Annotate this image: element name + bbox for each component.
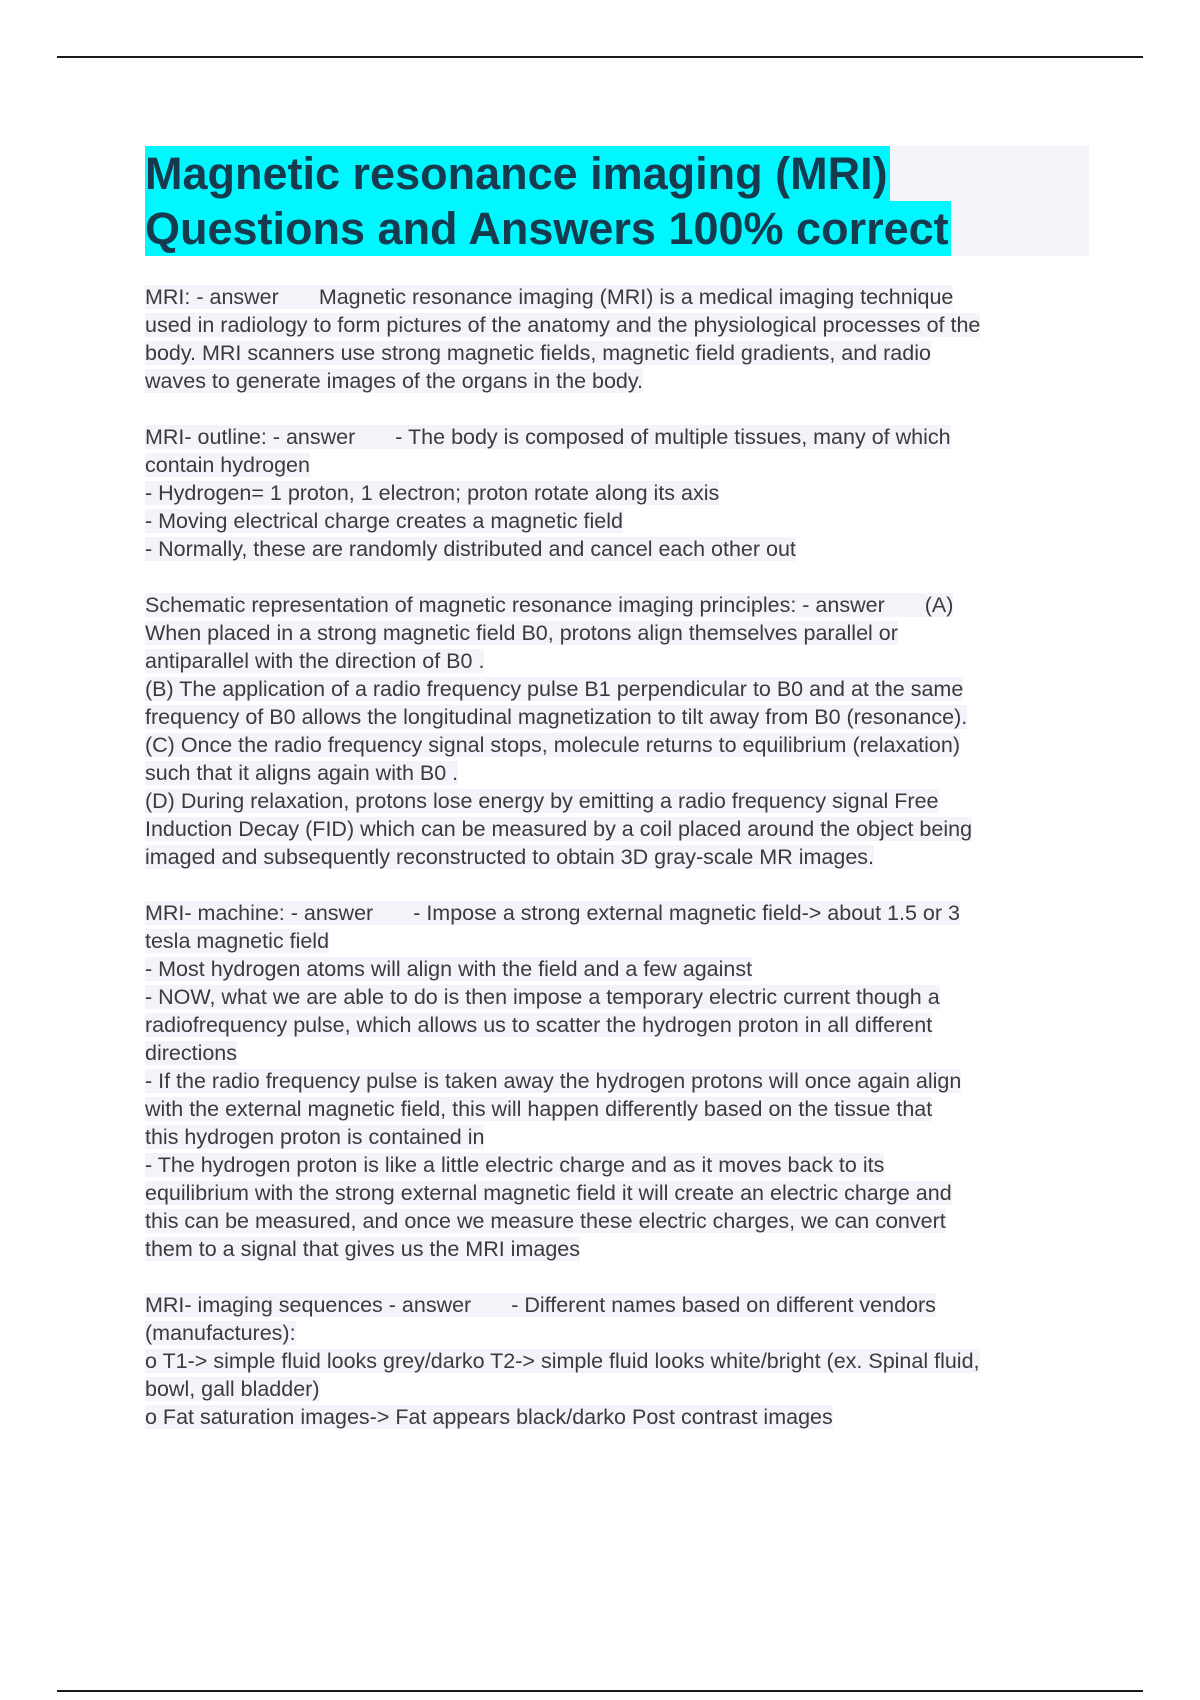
answer-line: Induction Decay (FID) which can be measured by a coil placed around the object being [145, 817, 973, 841]
answer-line: - NOW, what we are able to do is then impose a temporary electric current though a [145, 985, 940, 1009]
answer-line: directions [145, 1041, 238, 1065]
answer-line: this hydrogen proton is contained in [145, 1125, 485, 1149]
answer-line: body. MRI scanners use strong magnetic fields, magnetic field gradients, and radio [145, 341, 931, 365]
answer-line: with the external magnetic field, this will happen differently based on the tissue that [145, 1097, 933, 1121]
document-body [145, 283, 1095, 1459]
answer-line: waves to generate images of the organs in the body. [145, 369, 643, 393]
answer-line: When placed in a strong magnetic field B0, protons align themselves parallel or [145, 621, 898, 645]
answer-line: - Normally, these are randomly distributed and cancel each other out [145, 537, 796, 561]
question-label: MRI- outline: - answer [145, 425, 356, 449]
answer-line: such that it aligns again with B0 . [145, 761, 459, 785]
answer-line: them to a signal that gives us the MRI images [145, 1237, 580, 1261]
answer-line: antiparallel with the direction of B0 . [145, 649, 485, 673]
qa-item [145, 1291, 1095, 1431]
title-line-2: Questions and Answers 100% correct [145, 203, 949, 254]
answer-line: - If the radio frequency pulse is taken away the hydrogen protons will once again align [145, 1069, 962, 1093]
answer-line: tesla magnetic field [145, 929, 330, 953]
answer-line: (manufactures): [145, 1321, 296, 1345]
answer-line: o T1-> simple fluid looks grey/darko T2-> simple fluid looks white/bright (ex. Spinal fluid, [145, 1349, 980, 1373]
answer-line: - The hydrogen proton is like a little electric charge and as it moves back to its [145, 1153, 885, 1177]
answer-line: frequency of B0 allows the longitudinal magnetization to tilt away from B0 (resonance). [145, 705, 968, 729]
footer-rule [57, 1690, 1143, 1692]
answer-line: (B) The application of a radio frequency pulse B1 perpendicular to B0 and at the same [145, 677, 964, 701]
answer-line: - Impose a strong external magnetic field-> about 1.5 or 3 [413, 901, 960, 925]
qa-item [145, 899, 1095, 1263]
answer-line: Magnetic resonance imaging (MRI) is a medical imaging technique [318, 285, 954, 309]
question-label: MRI- machine: - answer [145, 901, 374, 925]
answer-line: - Most hydrogen atoms will align with the field and a few against [145, 957, 753, 981]
qa-item [145, 283, 1095, 395]
title-line-1: Magnetic resonance imaging (MRI) [145, 148, 888, 199]
qa-item [145, 591, 1095, 871]
answer-line: this can be measured, and once we measure these electric charges, we can convert [145, 1209, 946, 1233]
qa-item [145, 423, 1095, 563]
answer-line: o Fat saturation images-> Fat appears black/darko Post contrast images [145, 1405, 833, 1429]
answer-line: contain hydrogen [145, 453, 310, 477]
answer-line: equilibrium with the strong external magnetic field it will create an electric charge and [145, 1181, 952, 1205]
document-title [145, 146, 1089, 256]
question-label: Schematic representation of magnetic resonance imaging principles: - answer [145, 593, 885, 617]
answer-line: bowl, gall bladder) [145, 1377, 320, 1401]
answer-line: used in radiology to form pictures of the anatomy and the physiological processes of the [145, 313, 981, 337]
answer-line: - Different names based on different vendors [511, 1293, 936, 1317]
question-label: MRI- imaging sequences - answer [145, 1293, 472, 1317]
answer-line: imaged and subsequently reconstructed to obtain 3D gray-scale MR images. [145, 845, 874, 869]
question-label: MRI: - answer [145, 285, 279, 309]
answer-line: (C) Once the radio frequency signal stops, molecule returns to equilibrium (relaxation) [145, 733, 960, 757]
answer-line: - The body is composed of multiple tissues, many of which [395, 425, 951, 449]
answer-line: - Hydrogen= 1 proton, 1 electron; proton rotate along its axis [145, 481, 720, 505]
header-rule [57, 56, 1143, 58]
answer-line: (D) During relaxation, protons lose energy by emitting a radio frequency signal Free [145, 789, 939, 813]
answer-line: (A) [924, 593, 954, 617]
answer-line: radiofrequency pulse, which allows us to scatter the hydrogen proton in all different [145, 1013, 933, 1037]
answer-line: - Moving electrical charge creates a magnetic field [145, 509, 623, 533]
